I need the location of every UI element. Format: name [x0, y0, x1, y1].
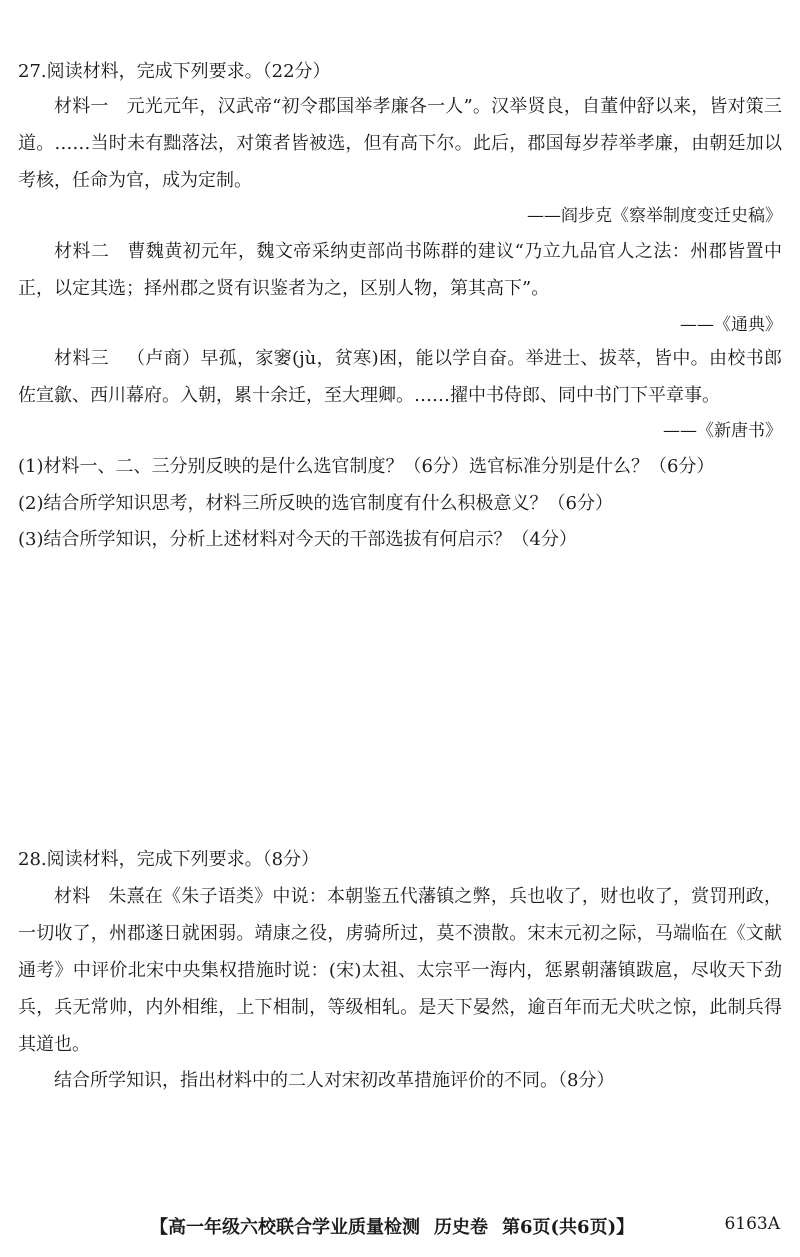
- material-text: 曹魏黄初元年，魏文帝采纳吏部尚书陈群的建议“乃立九品官人之法：州郡皆置中正，以定其选；择州郡之贤有识鉴者为之，区别人物，第其高下”。: [18, 241, 782, 299]
- footer-exam-name: 【高一年级六校联合学业质量检测: [150, 1217, 420, 1238]
- page-footer: [150, 1213, 634, 1239]
- q28-material: [18, 878, 782, 1063]
- question-28-title: 28.阅读材料，完成下列要求。（8分）: [18, 849, 320, 870]
- q27-material-2: [18, 233, 782, 307]
- q27-sub-question-2: (2)结合所学知识思考，材料三所反映的选官制度有什么积极意义？（6分）: [18, 493, 613, 514]
- material-label: 材料: [54, 886, 91, 907]
- footer-page-number: 第6页(共6页)】: [502, 1217, 635, 1238]
- material-label: 材料一: [54, 96, 109, 117]
- q27-material-2-source: ——《通典》: [680, 315, 782, 335]
- q27-material-1: [18, 88, 782, 199]
- material-label: 材料二: [54, 241, 110, 262]
- q27-sub-question-3: (3)结合所学知识，分析上述材料对今天的干部选拔有何启示？（4分）: [18, 529, 577, 550]
- q27-material-1-source: ——阎步克《察举制度变迁史稿》: [527, 206, 782, 226]
- q28-question: 结合所学知识，指出材料中的二人对宋初改革措施评价的不同。（8分）: [54, 1070, 615, 1091]
- material-label: 材料三: [54, 348, 110, 369]
- q27-material-3-source: ——《新唐书》: [663, 421, 782, 441]
- material-text: 朱熹在《朱子语类》中说：本朝鉴五代藩镇之弊，兵也收了，财也收了，赏罚刑政，一切收了，州郡遂日就困弱。靖康之役，虏骑所过，莫不溃散。宋末元初之际，马端临在《文献通考》中评价北宋中央集权措施时说：(宋)太祖、太宗平一海内，惩累朝藩镇跋扈，尽收天下劲兵，兵无常帅，内外相维，上下相制，等级相轧。是天下晏然，逾百年而无犬吠之惊，此制兵得其道也。: [18, 886, 782, 1055]
- paper-code: 6163A: [724, 1214, 780, 1234]
- footer-subject: 历史卷: [434, 1217, 488, 1238]
- material-text: 元光元年，汉武帝“初令郡国举孝廉各一人”。汉举贤良，自董仲舒以来，皆对策三道。……当时未有黜落法，对策者皆被选，但有高下尔。此后，郡国每岁荐举孝廉，由朝廷加以考核，任命为官，成为定制。: [18, 96, 783, 191]
- q27-material-3: [18, 340, 782, 414]
- q27-sub-question-1: (1)材料一、二、三分别反映的是什么选官制度？（6分）选官标准分别是什么？（6分）: [18, 456, 715, 477]
- question-27-title: 27.阅读材料，完成下列要求。（22分）: [18, 61, 331, 82]
- material-text: （卢商）早孤，家窭(jù，贫寒)困，能以学自奋。举进士、拔萃，皆中。由校书郎佐宣歙、西川幕府。入朝，累十余迁，至大理卿。……擢中书侍郎、同中书门下平章事。: [18, 348, 783, 406]
